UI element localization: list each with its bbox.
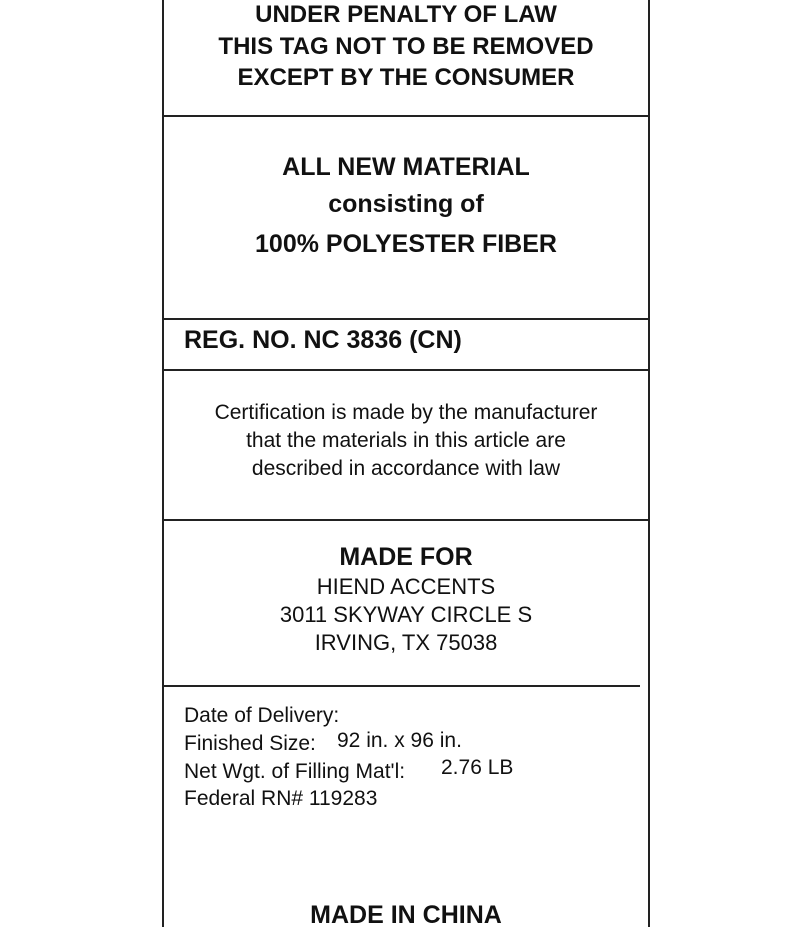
law-label-tag	[162, 0, 650, 927]
material-line-1: ALL NEW MATERIAL	[282, 153, 530, 181]
made-for-company: HIEND ACCENTS	[316, 574, 496, 599]
net-weight-value: 2.76 LB	[441, 756, 514, 779]
registration-number: REG. NO. NC 3836 (CN)	[184, 326, 462, 354]
delivery-date-label: Date of Delivery:	[184, 704, 340, 727]
warning-line-1: UNDER PENALTY OF LAW	[255, 1, 557, 28]
certification-line-1: Certification is made by the manufacturer	[214, 401, 598, 424]
divider	[164, 685, 640, 687]
certification-line-2: that the materials in this article are	[246, 429, 566, 452]
divider	[164, 115, 648, 117]
made-for-street: 3011 SKYWAY CIRCLE S	[279, 602, 533, 627]
net-weight-label: Net Wgt. of Filling Mat'l:	[184, 760, 406, 783]
material-line-3: 100% POLYESTER FIBER	[255, 230, 557, 258]
divider	[164, 369, 648, 371]
warning-line-2: THIS TAG NOT TO BE REMOVED	[218, 33, 594, 60]
finished-size-label: Finished Size:	[184, 732, 316, 755]
divider	[164, 519, 648, 521]
warning-line-3: EXCEPT BY THE CONSUMER	[237, 64, 575, 91]
divider	[164, 318, 648, 320]
made-for-city: IRVING, TX 75038	[314, 630, 498, 655]
certification-line-3: described in accordance with law	[251, 457, 561, 480]
finished-size-value: 92 in. x 96 in.	[337, 729, 462, 752]
country-of-origin: MADE IN CHINA	[310, 901, 502, 929]
federal-rn: Federal RN# 119283	[184, 787, 378, 810]
made-for-heading: MADE FOR	[339, 543, 473, 571]
material-line-2: consisting of	[328, 190, 484, 218]
